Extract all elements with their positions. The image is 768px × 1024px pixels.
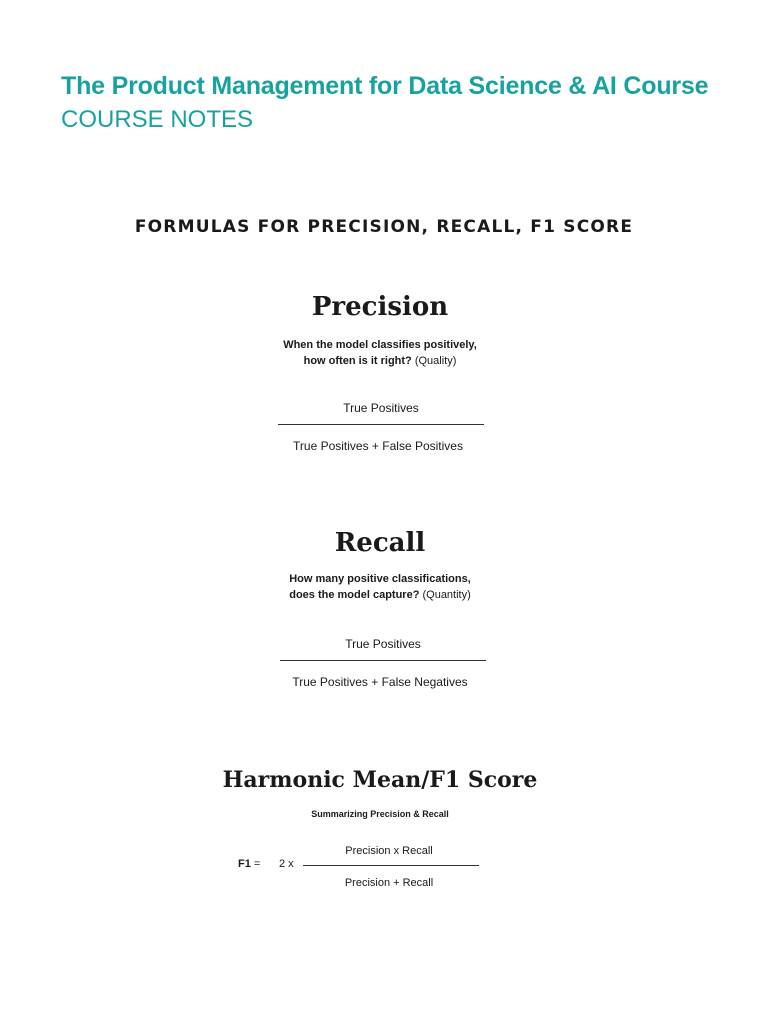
f1-fraction-bar: [303, 865, 479, 866]
precision-fraction-bar: [278, 424, 484, 425]
recall-denominator: True Positives + False Negatives: [292, 675, 468, 689]
recall-title: Recall: [334, 528, 426, 558]
course-title: The Product Management for Data Science & AI Course: [61, 72, 709, 100]
precision-description: [0, 337, 760, 369]
f1-multiplier: 2 x: [279, 858, 294, 870]
precision-desc-line-1: When the model classifies positively,: [283, 339, 477, 351]
recall-description: [0, 571, 760, 603]
precision-desc-note: (Quality): [411, 355, 457, 367]
precision-numerator: True Positives: [343, 401, 419, 415]
f1-denominator: Precision + Recall: [344, 877, 434, 889]
f1-title: Harmonic Mean/F1 Score: [222, 767, 538, 793]
recall-fraction-bar: [280, 660, 486, 661]
precision-title: Precision: [311, 292, 449, 322]
recall-desc-note: (Quantity): [419, 589, 471, 601]
f1-label: [238, 858, 260, 870]
f1-label-symbol: F1: [238, 858, 251, 870]
precision-denominator: True Positives + False Positives: [293, 439, 463, 453]
recall-numerator: True Positives: [345, 637, 421, 651]
f1-numerator: Precision x Recall: [345, 845, 433, 857]
course-notes-label: COURSE NOTES: [61, 106, 254, 133]
precision-desc-line-2: how often is it right?: [303, 355, 412, 367]
recall-desc-line-1: How many positive classifications,: [289, 573, 471, 585]
f1-subtitle: Summarizing Precision & Recall: [311, 809, 449, 819]
recall-desc-line-2: does the model capture?: [289, 589, 420, 601]
section-heading: FORMULAS FOR PRECISION, RECALL, F1 SCORE: [134, 217, 634, 237]
f1-label-equals: =: [250, 858, 261, 870]
